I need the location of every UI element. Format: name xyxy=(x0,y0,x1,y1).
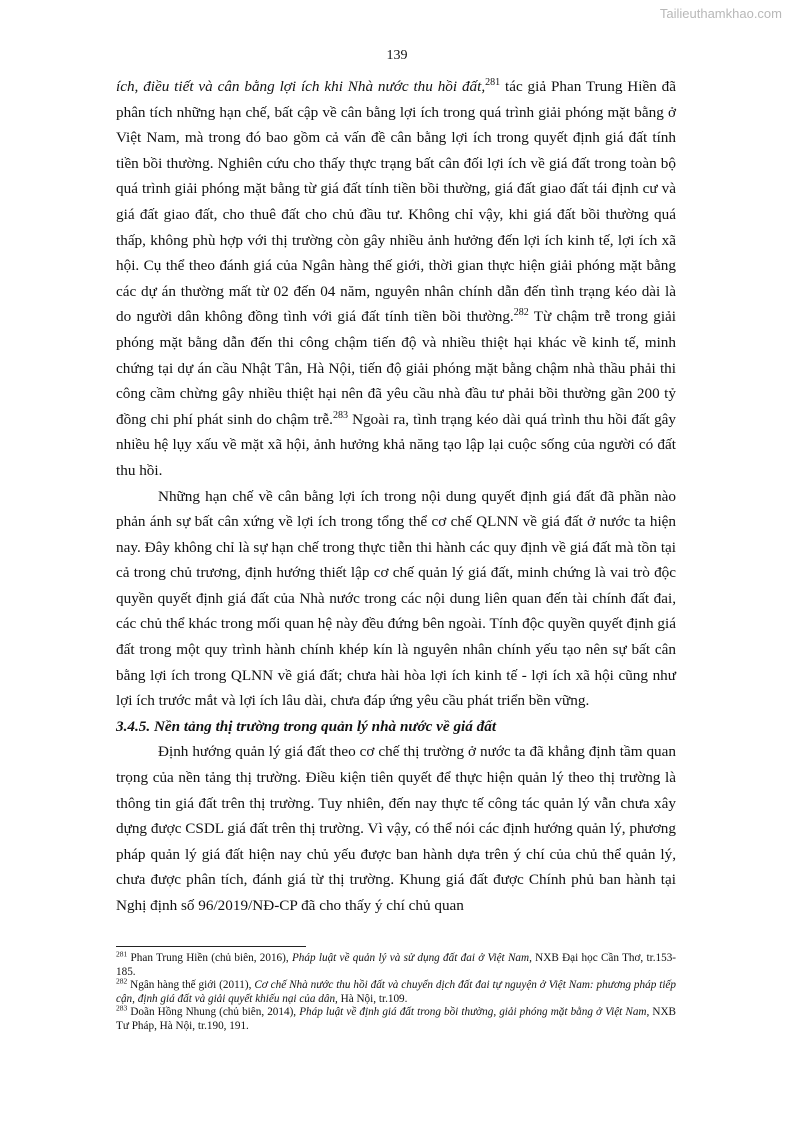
footnote-281 xyxy=(116,949,677,979)
footnote-number: 283 xyxy=(116,1003,128,1013)
paragraph-3: Định hướng quản lý giá đất theo cơ chế thị trường ở nước ta đã khẳng định tầm quan trọng của nền tảng thị trường. Điều kiện tiên quyết để thực hiện quản lý theo thị trường là thông tin giá đất trên thị trường. Tuy nhiên, đến nay thực tế công tác quản lý vẫn chưa xây dựng được CSDL giá đất trên thị trường. Vì vậy, có thể nói các định hướng quản lý, phương pháp quản lý giá đất hiện nay chủ yếu được ban hành dựa trên ý chí của chủ thể quản lý, chưa được phân tích, đánh giá từ thị trường. Khung giá đất được Chính phủ ban hành tại Nghị định số 96/2019/NĐ-CP đã cho thấy ý chí chủ quan xyxy=(116,743,676,914)
footnotes xyxy=(116,949,677,1034)
footnote-number: 281 xyxy=(116,949,128,959)
paragraph-1-text-b: Từ chậm trễ trong giải phóng mặt bằng dẫn đến thi công chậm tiến độ và nhiều thiệt hại khác về kinh tế, minh chứng tại dự án cầu Nhật Tân, Hà Nội, tiến độ giải phóng mặt bằng chậm nhà thầu phải thi công cầm chừng gây nhiều thiệt hại nên đã yêu cầu nhà đầu tư phải bồi thường gần 200 tỷ đồng chi phí phát sinh do chậm trễ. xyxy=(116,308,676,428)
footnote-publisher: Hà Nội, tr.109. xyxy=(337,992,408,1005)
watermark-text: Tailieuthamkhao.com xyxy=(659,6,782,21)
footnote-text: Phan Trung Hiền (chủ biên, 2016), xyxy=(127,952,292,964)
footnote-text: Doãn Hồng Nhung (chủ biên, 2014), xyxy=(127,1006,300,1019)
footnote-divider xyxy=(116,946,306,947)
footnote-283 xyxy=(116,1003,676,1033)
paragraph-1 xyxy=(116,74,676,484)
footnote-title: Pháp luật về quản lý và sử dụng đất đai ở Việt Nam, xyxy=(291,952,532,964)
footnote-ref-281[interactable]: 281 xyxy=(485,76,501,88)
footnote-ref-282[interactable]: 282 xyxy=(513,307,529,319)
paragraph-1-text-c: Ngoài ra, tình trạng kéo dài quá trình thu hồi đất gây nhiều hệ lụy xấu về mặt xã hội, ảnh hưởng khả năng tạo lập lại cuộc sống của người có đất thu hồi. xyxy=(116,410,676,479)
footnote-title: Cơ chế Nhà nước thu hồi đất và chuyển dịch đất đai tự nguyện ở Việt Nam: phương pháp tiếp cận, định giá đất và giải quyết khiếu nại của dân, xyxy=(116,979,676,1005)
footnote-282 xyxy=(116,976,676,1006)
footnote-number: 282 xyxy=(116,976,128,986)
footnote-publisher: NXB Tư Pháp, Hà Nội, tr.190, 191. xyxy=(116,1006,676,1032)
section-heading: 3.4.5. Nền tảng thị trường trong quản lý nhà nước về giá đất xyxy=(116,717,497,735)
page-number: 139 xyxy=(386,48,408,63)
main-text xyxy=(116,74,676,919)
footnote-text: Ngân hàng thế giới (2011), xyxy=(127,979,255,992)
footnote-ref-283[interactable]: 283 xyxy=(332,409,348,421)
footnote-title: Pháp luật về định giá đất trong bồi thường, giải phóng mặt bằng ở Việt Nam, xyxy=(299,1006,650,1019)
italic-title-fragment: ích, điều tiết và cân bằng lợi ích khi Nhà nước thu hồi đất, xyxy=(116,78,486,95)
paragraph-2: Những hạn chế về cân bằng lợi ích trong nội dung quyết định giá đất đã phần nào phản ánh sự bất cân xứng về lợi ích trong tổng thể cơ chế QLNN về giá đất ở nước ta hiện nay. Đây không chỉ là sự hạn chế trong thực tiễn thi hành các quy định về giá đất mà tồn tại cả trong chủ trương, định hướng thiết lập cơ chế quản lý giá đất, minh chứng là vai trò độc quyền quyết định giá đất của Nhà nước trong các nội dung liên quan đến tài chính đất đai, các chủ thể khác trong mối quan hệ này đều đứng bên ngoài. Tính độc quyền quyết định giá đất trong một quy trình hành chính khép kín là nguyên nhân chính yếu tạo nên sự bất cân bằng lợi ích trong QLNN về giá đất; chưa hài hòa lợi ích kinh tế - lợi ích xã hội cũng như lợi ích trước mắt và lợi ích lâu dài, chưa đáp ứng yêu cầu phát triển bền vững. xyxy=(116,487,676,710)
paragraph-1-text-a: tác giả Phan Trung Hiền đã phân tích những hạn chế, bất cập về cân bằng lợi ích trong quá trình giải phóng mặt bằng ở Việt Nam, mà trong đó bao gồm cả vấn đề cân bằng lợi ích trong quyết định giá đất tính tiền bồi thường. Nghiên cứu cho thấy thực trạng bất cân đối lợi ích về giá đất trong toàn bộ quá trình giải phóng mặt bằng từ giá đất tính tiền bồi thường, giá đất giao đất tái định cư và giá đất giao đất, cho thuê đất cho chủ đầu tư. Không chỉ vậy, khi giá đất bồi thường quá thấp, không phù hợp với thị trường còn gây nhiều ảnh hưởng đến lợi ích kinh tế, lợi ích xã hội. Cụ thể theo đánh giá của Ngân hàng thế giới, thời gian thực hiện giải phóng mặt bằng các dự án thường mất từ 02 đến 04 năm, nguyên nhân chính dẫn đến tình trạng kéo dài là do người dân không đồng tình với giá đất tính tiền bồi thường. xyxy=(116,78,677,326)
footnote-publisher: NXB Đại học Cần Thơ, tr.153-185. xyxy=(116,952,677,978)
